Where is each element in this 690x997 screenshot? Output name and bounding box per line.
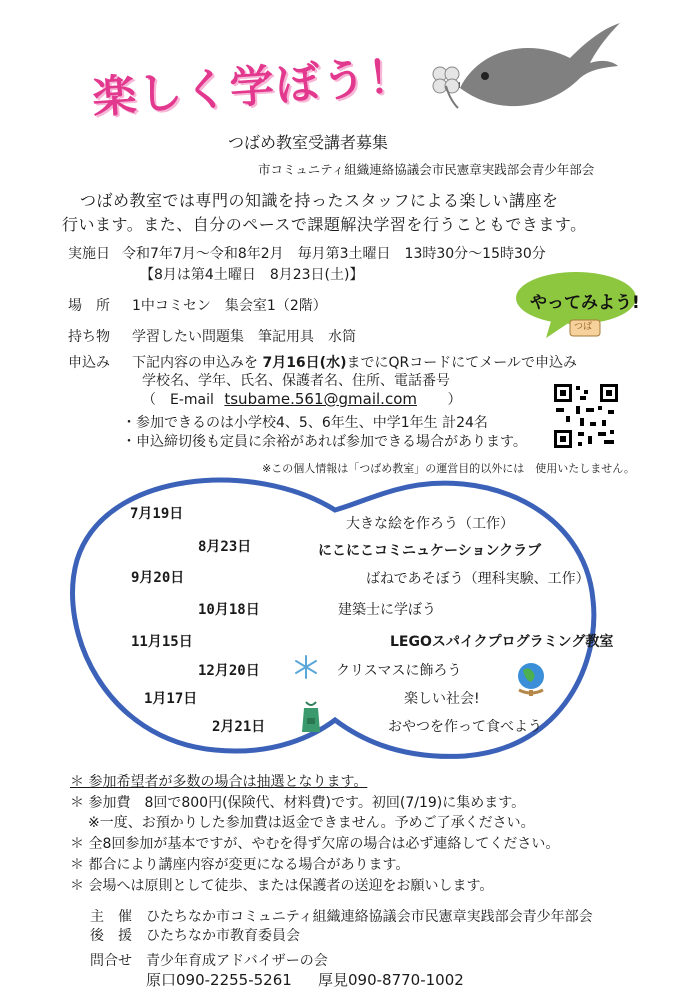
host-label: 主 催 xyxy=(90,909,132,925)
schedule-title: 大きな絵を作ろう（工作） xyxy=(346,516,514,532)
items-value: 学習したい問題集 筆記用具 水筒 xyxy=(132,329,356,345)
organizer-line: 市コミュニティ組織連絡協議会市民憲章実践部会青少年部会 xyxy=(258,162,595,177)
apply-deadline: 7月16日(水) xyxy=(262,355,347,371)
clover-icon xyxy=(428,62,464,112)
apply-fields: 学校名、学年、氏名、保護者名、住所、電話番号 xyxy=(142,373,450,389)
date-value: 令和7年7月～令和8年2月 毎月第3土曜日 13時30分～15時30分 xyxy=(122,246,546,262)
contact-phone-2: 厚見090-8770-1002 xyxy=(318,971,464,989)
schedule-title: 楽しい社会! xyxy=(404,691,480,707)
deadline-note: ・申込締切後も定員に余裕があれば参加できる場合があります。 xyxy=(122,434,527,450)
schedule-title: ばねであそぼう（理科実験、工作） xyxy=(366,571,590,587)
schedule-date: 1月17日 xyxy=(144,691,198,707)
support-label: 後 援 xyxy=(90,928,132,944)
note-changes: ＊ 都合により講座内容が変更になる場合があります。 xyxy=(70,857,410,873)
contact-label: 問合せ xyxy=(90,953,132,969)
schedule-date: 7月19日 xyxy=(130,506,184,522)
date-note: 【8月は第4土曜日 8月23日(土)】 xyxy=(140,267,364,283)
privacy-note: ※この個人情報は「つばめ教室」の運営目的以外には 使用いたしません。 xyxy=(262,462,635,475)
items-label: 持ち物 xyxy=(68,329,110,345)
note-lottery: ＊ 参加希望者が多数の場合は抽選となります。 xyxy=(70,774,368,790)
host-value: ひたちなか市コミュニティ組織連絡協議会市民憲章実践部会青少年部会 xyxy=(146,909,593,925)
apron-icon xyxy=(298,700,324,734)
page-subtitle: つばめ教室受講者募集 xyxy=(228,133,389,152)
page-title: 楽しく学ぼう！ xyxy=(90,50,416,124)
schedule-title: 建築士に学ぼう xyxy=(338,602,436,618)
schedule-title: にこにこコミニュケーションクラブ xyxy=(318,543,542,559)
contact-phone-1: 原口090-2255-5261 xyxy=(146,971,292,989)
intro-line-1: つばめ教室では専門の知識を持ったスタッフによる楽しい講座を xyxy=(80,191,559,210)
apply-label: 申込み xyxy=(68,355,110,371)
date-label: 実施日 xyxy=(68,246,110,262)
schedule-date: 2月21日 xyxy=(212,719,266,735)
schedule-title: LEGOスパイクプログラミング教室 xyxy=(390,634,614,650)
email-close: ） xyxy=(447,392,462,408)
apply-value xyxy=(132,352,577,372)
place-value: 1中コミセン 集会室1（2階） xyxy=(132,298,327,314)
schedule-date: 9月20日 xyxy=(131,570,185,586)
email-link[interactable]: tsubame.561@gmail.com xyxy=(224,390,417,408)
eligibility-note: ・参加できるのは小学校4、5、6年生、中学1年生 計24名 xyxy=(122,415,488,431)
qr-code-icon[interactable] xyxy=(552,382,620,450)
apply-value-post: までにQRコードにてメールで申込み xyxy=(346,355,577,371)
intro-line-2: 行います。また、自分のペースで課題解決学習を行うこともできます。 xyxy=(62,215,587,234)
note-attendance: ＊ 全8回参加が基本ですが、やむを得ず欠席の場合は必ず連絡してください。 xyxy=(70,836,560,852)
speech-bubble-text: やってみよう! xyxy=(530,293,640,313)
schedule-date: 11月15日 xyxy=(131,634,193,650)
schedule-title: クリスマスに飾ろう xyxy=(336,663,462,679)
pencil-mark: つぱ xyxy=(574,322,593,332)
schedule-title: おやつを作って食べよう xyxy=(388,719,542,735)
apply-value-pre: 下記内容の申込みを xyxy=(132,355,258,371)
note-transport: ＊ 会場へは原則として徒歩、または保護者の送迎をお願いします。 xyxy=(70,878,494,894)
place-label: 場 所 xyxy=(68,298,110,314)
schedule-date: 12月20日 xyxy=(198,663,260,679)
support-value: ひたちなか市教育委員会 xyxy=(146,928,300,944)
note-refund: ※一度、お預かりした参加費は返金できません。予めご了承ください。 xyxy=(88,815,535,831)
schedule-date: 8月23日 xyxy=(198,539,252,555)
email-line xyxy=(142,389,461,409)
email-label: （ E-mail xyxy=(142,392,214,408)
note-fee: ＊ 参加費 8回で800円(保険代、材料費)です。初回(7/19)に集めます。 xyxy=(70,795,526,811)
contact-org: 青少年育成アドバイザーの会 xyxy=(146,953,328,969)
snowflake-icon xyxy=(293,654,319,680)
schedule-date: 10月18日 xyxy=(198,602,260,618)
globe-icon xyxy=(513,660,549,700)
